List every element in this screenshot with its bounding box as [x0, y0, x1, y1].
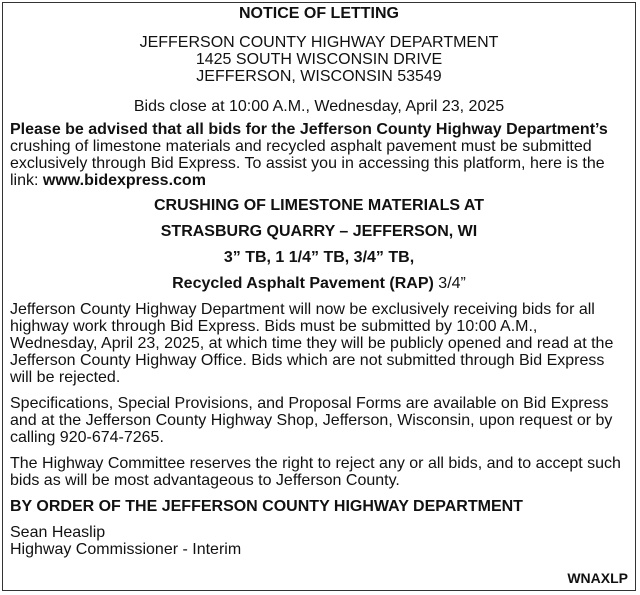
intro-paragraph [10, 121, 628, 189]
paragraph-committee: The Highway Committee reserves the right to reject any or all bids, and to accept such bids as will be most advantageous to Jefferson County. [10, 455, 621, 489]
address-line-1: JEFFERSON COUNTY HIGHWAY DEPARTMENT [139, 34, 499, 51]
address-line-2: 1425 SOUTH WISCONSIN DRIVE [195, 51, 443, 68]
intro-text: crushing of limestone materials and recycled asphalt pavement must be submitted exclusively through Bid Express. To assist you in accessing this platform, here is the link: [10, 138, 605, 189]
paragraph-specifications: Specifications, Special Provisions, and Proposal Forms are available on Bid Express and at the Jefferson County Highway Shop, Jefferson, Wisconsin, upon request or by calling 920-674-7265. [10, 395, 613, 446]
intro-bold-lead: Please be advised that all bids for the Jefferson County Highway Department’s [10, 121, 608, 138]
address-block [10, 34, 628, 85]
bids-close-date: Bids close at 10:00 A.M., Wednesday, April 23, 2025 [133, 98, 505, 115]
project-heading-3: 3” TB, 1 1/4” TB, 3/4” TB, [223, 249, 415, 266]
bidexpress-link[interactable]: www.bidexpress.com [42, 172, 206, 189]
project-heading-4 [10, 275, 628, 292]
signature-name: Sean Heaslip [10, 524, 106, 541]
notice-title: NOTICE OF LETTING [239, 5, 399, 22]
rap-size: 3/4” [433, 275, 466, 292]
rap-label: Recycled Asphalt Pavement (RAP) [172, 275, 434, 292]
notice-body [10, 5, 628, 558]
project-heading-2: STRASBURG QUARRY – JEFFERSON, WI [160, 223, 478, 240]
signature-title: Highway Commissioner - Interim [10, 541, 242, 558]
address-line-3: JEFFERSON, WISCONSIN 53549 [196, 68, 442, 85]
project-heading-1: CRUSHING OF LIMESTONE MATERIALS AT [153, 197, 485, 214]
paragraph-bid-express: Jefferson County Highway Department will now be exclusively receiving bids for all highway work through Bid Express. Bids must be submitted by 10:00 A.M., Wednesday, April 23, 2025, at which time they will be publicly opened and read at the Jefferson County Highway Office. Bids which are not submitted through Bid Express will be rejected. [10, 301, 614, 386]
order-statement: BY ORDER OF THE JEFFERSON COUNTY HIGHWAY DEPARTMENT [10, 498, 523, 515]
publication-code: WNAXLP [567, 570, 628, 586]
